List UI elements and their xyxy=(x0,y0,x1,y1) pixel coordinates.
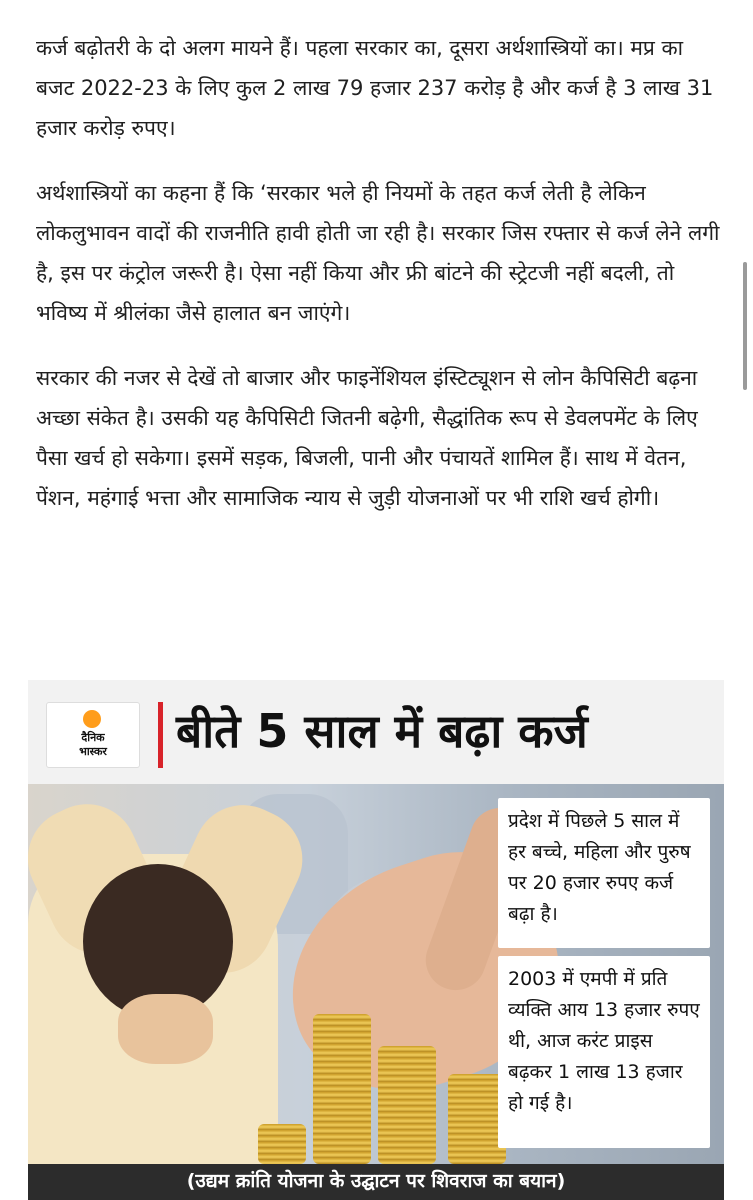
coin-stack-icon xyxy=(313,1014,371,1164)
article-body xyxy=(36,28,726,543)
image-header xyxy=(28,680,724,785)
article-paragraph-1: कर्ज बढ़ोतरी के दो अलग मायने हैं। पहला सरकार का, दूसरा अर्थशास्त्रियों का। मप्र का बजट 2022-23 के लिए कुल 2 लाख 79 हजार 237 करोड़ है और कर्ज है 3 लाख 31 हजार करोड़ रुपए। xyxy=(36,36,714,140)
coin-stack-icon xyxy=(258,1124,306,1164)
info-box-per-capita-income: 2003 में एमपी में प्रति व्यक्ति आय 13 हजार रुपए थी, आज करंट प्राइस बढ़कर 1 लाख 13 हजार हो गई है। xyxy=(498,956,710,1148)
article-paragraph-2: अर्थशास्त्रियों का कहना हैं कि ‘सरकार भले ही नियमों के तहत कर्ज लेती है लेकिन लोकलुभावन वादों की राजनीति हावी होती जा रही है। सरकार जिस रफ्तार से कर्ज लेने लगी है, इस पर कंट्रोल जरूरी है। ऐसा नहीं किया और फ्री बांटने की स्ट्रेटजी नहीं बदली, तो भविष्य में श्रीलंका जैसे हालात बन जाएंगे। xyxy=(36,181,720,325)
info-box-debt-per-person: प्रदेश में पिछले 5 साल में हर बच्चे, महिला और पुरुष पर 20 हजार रुपए कर्ज बढ़ा है। xyxy=(498,798,710,948)
logo-text: दैनिक भास्कर xyxy=(79,732,107,758)
sun-icon xyxy=(83,710,101,728)
scrollbar-thumb[interactable] xyxy=(743,262,747,390)
coin-stack-icon xyxy=(378,1046,436,1164)
image-title: बीते 5 साल में बढ़ा कर्ज xyxy=(176,704,588,758)
dainik-bhaskar-logo xyxy=(46,702,140,768)
article-paragraph-3: सरकार की नजर से देखें तो बाजार और फाइनेंशियल इंस्टिट्यूशन से लोन कैपिसिटी बढ़ना अच्छा संकेत है। उसकी यह कैपिसिटी जितनी बढ़ेगी, सैद्धांतिक रूप से डेवलपमेंट के लिए पैसा खर्च हो सकेगा। इसमें सड़क, बिजली, पानी और पंचायतें शामिल हैं। साथ में वेतन, पेंशन, महंगाई भत्ता और सामाजिक न्याय से जुड़ी योजनाओं पर भी राशि खर्च होगी। xyxy=(36,366,698,510)
title-divider xyxy=(158,702,163,768)
article-image[interactable] xyxy=(28,680,724,1200)
worried-man-face xyxy=(118,994,213,1064)
image-caption: (उद्यम क्रांति योजना के उद्घाटन पर शिवराज का बयान) xyxy=(28,1164,724,1200)
